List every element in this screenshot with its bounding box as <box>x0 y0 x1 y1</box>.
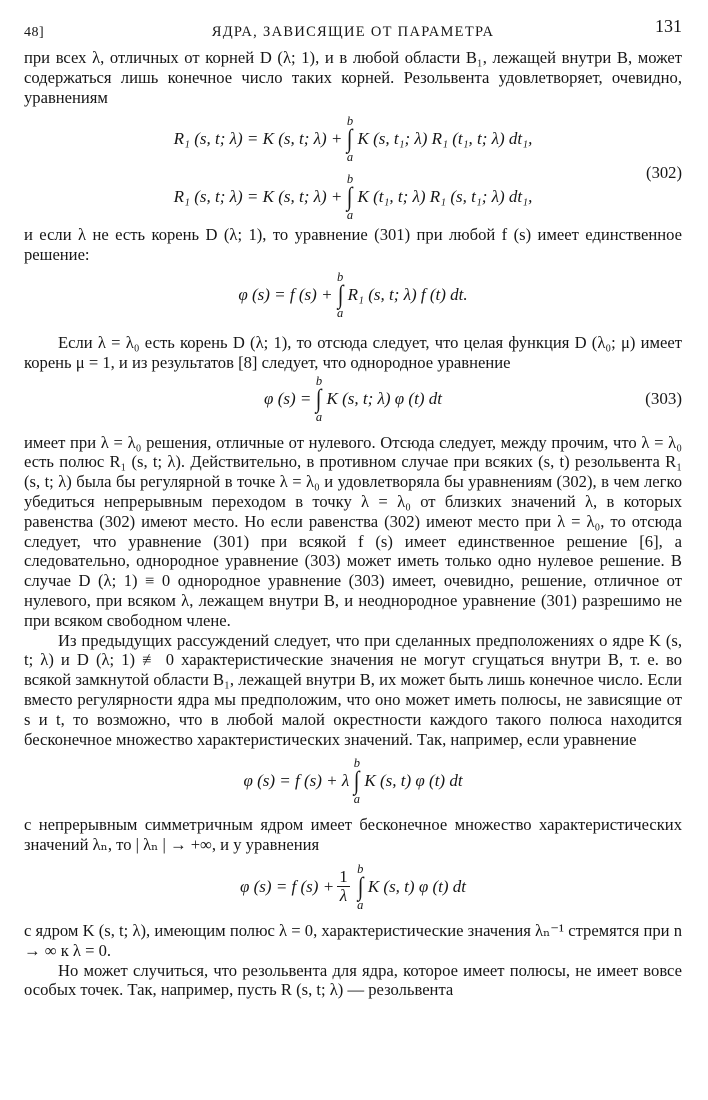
eq303-lhs: φ (s) = <box>264 388 312 408</box>
integral-symbol: ∫ <box>347 182 353 212</box>
integral-lower-limit: a <box>353 792 360 807</box>
example2-lhs: φ (s) = f (s) + <box>239 877 335 897</box>
paragraph-conclusions: Из предыдущих рассуждений следует, что при сделанных предположениях о ядре K (s, t; λ) и D (λ; 1) ≢ 0 характеристические значения не могут сгущаться внутри B, т. е. во всякой замкнутой области B₁, лежащей внутри B, их может быть лишь конечное число. Если вместо регулярности ядра мы предположим, что оно может иметь полюсы, не зависящие от s и t, то возможно, что в любой малой окрестности каждого такого полюса находится бесконечное множество характеристических значений. Так, например, если уравнение <box>24 630 682 749</box>
integral-sign <box>346 173 353 221</box>
integral-upper-limit: b <box>346 114 354 129</box>
eq303-integrand: K (s, t; λ) φ (t) dt <box>326 388 442 408</box>
page-number: 131 <box>655 16 682 36</box>
integral-upper-limit: b <box>346 172 354 187</box>
eq302-line2-lhs: R₁ (s, t; λ) = K (s, t; λ) + <box>173 187 343 207</box>
example1-lhs: φ (s) = f (s) + λ <box>243 771 350 791</box>
paragraph-kernel-pole: с ядром K (s, t; λ), имеющим полюс λ = 0, характеристические значения λₙ⁻¹ стремятся при n → ∞ к λ = 0. <box>24 920 682 960</box>
equation-302-line1 <box>24 115 682 163</box>
solution-lhs: φ (s) = f (s) + <box>238 285 333 305</box>
fraction-numerator: 1 <box>339 867 348 887</box>
integral-lower-limit: a <box>357 897 364 912</box>
integral-sign <box>357 863 364 911</box>
paragraph-after-302: и если λ не есть корень D (λ; 1), то уравнение (301) при любой f (s) имеет единственное решение: <box>24 225 682 265</box>
eq302-line2-integrand: K (t₁, t; λ) R₁ (s, t₁; λ) dt₁, <box>357 187 533 207</box>
integral-upper-limit: b <box>315 373 323 388</box>
equation-303 <box>24 375 682 423</box>
example2-integrand: K (s, t) φ (t) dt <box>367 877 466 897</box>
equation-302-line2 <box>24 173 682 221</box>
intro-paragraph: при всех λ, отличных от корней D (λ; 1), и в любой области B₁, лежащей внутри B, может содержаться лишь конечное число таких корней. Резольвента удовлетворяет, очевидно, уравнениям <box>24 48 682 107</box>
integral-lower-limit: a <box>346 208 354 223</box>
fraction-one-over-lambda <box>337 868 350 905</box>
example1-integrand: K (s, t) φ (t) dt <box>364 771 463 791</box>
integral-upper-limit: b <box>357 861 364 876</box>
section-number: 48] <box>24 25 45 40</box>
running-header <box>24 14 682 48</box>
solution-integrand: R₁ (s, t; λ) f (t) dt. <box>347 285 468 305</box>
paragraph-pole-argument: имеет при λ = λ₀ решения, отличные от нулевого. Отсюда следует, между прочим, что λ = λ₀ есть полюс R₁ (s, t; λ). Действительно, в противном случае при всяких (s, t) резольвента R₁ (s, t; λ) была бы регулярной в точке λ = λ₀ и удовлетворяла бы уравнениям (302), в чем легко убедиться непрерывным переходом в точку λ = λ₀ от близких значений λ, в которых равенства (302) имеют место. Но если равенства (302) имеют место при λ = λ₀, то отсюда следует, что уравнение (301) при всякой f (s) имеет единственное решение [6], а следовательно, однородное уравнение (303) может иметь только одно нулевое решение. В случае D (λ; 1) ≡ 0 однородное уравнение (303) имеет, очевидно, решение, отличное от нулевого, при всяком λ, лежащем внутри B, и неоднородное уравнение (301) разрешимо не при всяком свободном члене. <box>24 432 682 630</box>
equation-302 <box>24 115 682 225</box>
integral-lower-limit: a <box>346 150 354 165</box>
equation-solution <box>24 271 682 319</box>
equation-number-302: (302) <box>646 163 682 183</box>
integral-symbol: ∫ <box>347 124 353 154</box>
integral-symbol: ∫ <box>353 766 360 796</box>
integral-sign <box>353 757 360 805</box>
equation-example-1 <box>24 757 682 805</box>
integral-sign <box>337 271 344 319</box>
fraction-denominator: λ <box>339 886 348 906</box>
integral-symbol: ∫ <box>316 383 322 413</box>
paragraph-symmetric-kernel: с непрерывным симметричным ядром имеет бесконечное множество характеристических значений λₙ, то | λₙ | → +∞, и у уравнения <box>24 815 682 855</box>
paragraph-if-root: Если λ = λ₀ есть корень D (λ; 1), то отсюда следует, что целая функция D (λ₀; μ) имеет корень μ = 1, и из результатов [8] следует, что однородное уравнение <box>24 332 682 372</box>
equation-example-2 <box>24 863 682 911</box>
integral-lower-limit: a <box>315 409 323 424</box>
eq302-line1-lhs: R₁ (s, t; λ) = K (s, t; λ) + <box>173 129 343 149</box>
integral-upper-limit: b <box>353 756 360 771</box>
running-title: ЯДРА, ЗАВИСЯЩИЕ ОТ ПАРАМЕТРА <box>211 24 495 40</box>
eq302-line1-integrand: K (s, t₁; λ) R₁ (t₁, t; λ) dt₁, <box>357 129 533 149</box>
integral-sign <box>315 375 322 423</box>
integral-lower-limit: a <box>336 305 344 320</box>
integral-upper-limit: b <box>336 269 344 284</box>
paragraph-last: Но может случиться, что резольвента для ядра, которое имеет полюсы, не имеет вовсе особых точек. Так, например, пусть R (s, t; λ) — резольвента <box>24 960 682 1000</box>
integral-symbol: ∫ <box>357 871 364 901</box>
equation-number-303: (303) <box>645 388 682 408</box>
integral-symbol: ∫ <box>337 279 343 309</box>
integral-sign <box>346 115 353 163</box>
